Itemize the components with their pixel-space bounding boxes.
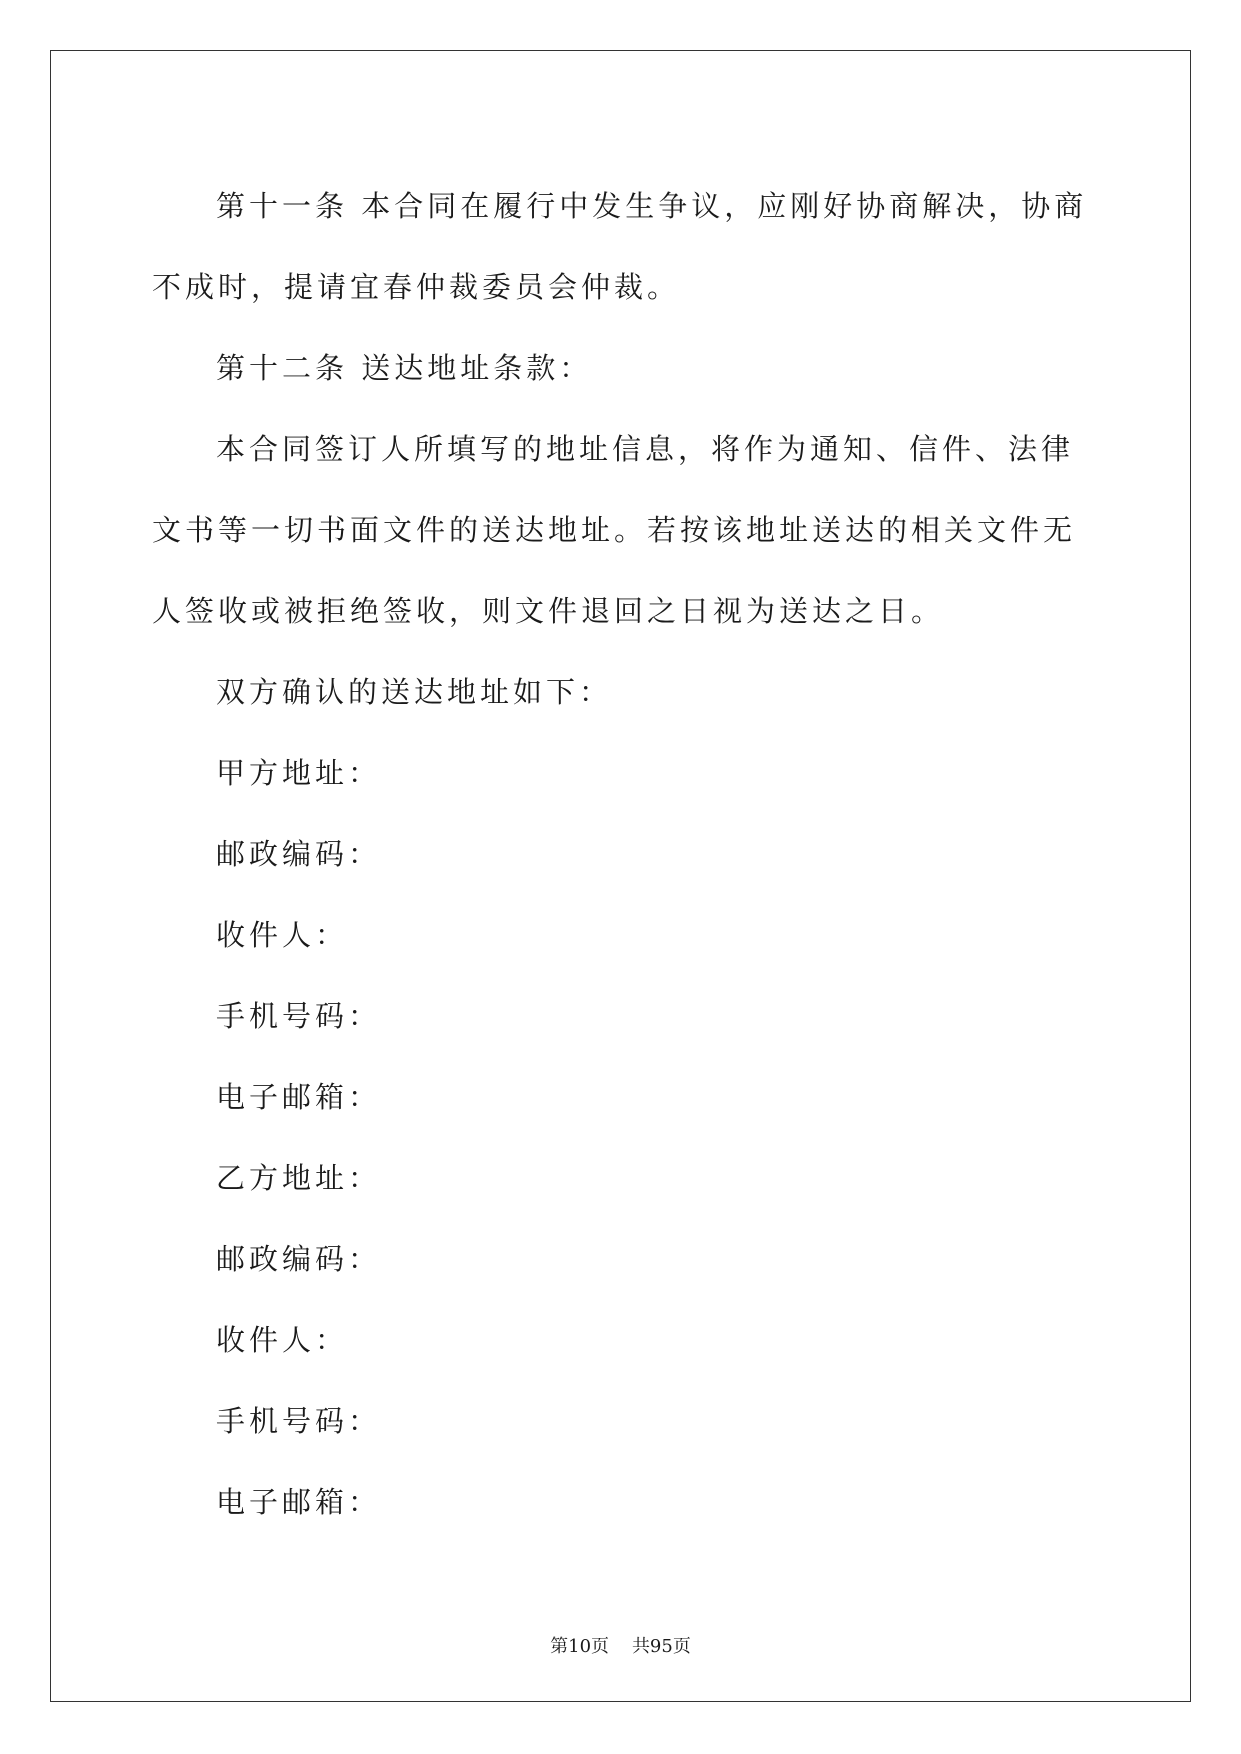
page-total: 共95页 [631,1636,691,1657]
party-a-recipient-field: 收件人： [216,918,349,952]
document-body [152,166,1096,1543]
party-a-address-field: 甲方地址： [216,756,382,790]
party-b-recipient-field: 收件人： [216,1323,349,1357]
article-11-paragraph: 第十一条 本合同在履行中发生争议，应刚好协商解决，协商不成时，提请宜春仲裁委员会仲裁。 [152,189,1088,304]
page-footer [0,1632,1241,1658]
party-b-email-field: 电子邮箱： [216,1485,382,1519]
party-a-email-field: 电子邮箱： [216,1080,382,1114]
page-number: 第10页 [550,1636,610,1657]
party-b-postcode-field: 邮政编码： [216,1242,382,1276]
delivery-address-clause: 本合同签订人所填写的地址信息，将作为通知、信件、法律文书等一切书面文件的送达地址。若按该地址送达的相关文件无人签收或被拒绝签收，则文件退回之日视为送达之日。 [152,432,1077,628]
party-a-phone-field: 手机号码： [216,999,382,1033]
article-12-heading: 第十二条 送达地址条款： [216,351,593,385]
confirmation-line: 双方确认的送达地址如下： [216,675,613,709]
party-b-phone-field: 手机号码： [216,1404,382,1438]
party-b-address-field: 乙方地址： [216,1161,382,1195]
party-a-postcode-field: 邮政编码： [216,837,382,871]
